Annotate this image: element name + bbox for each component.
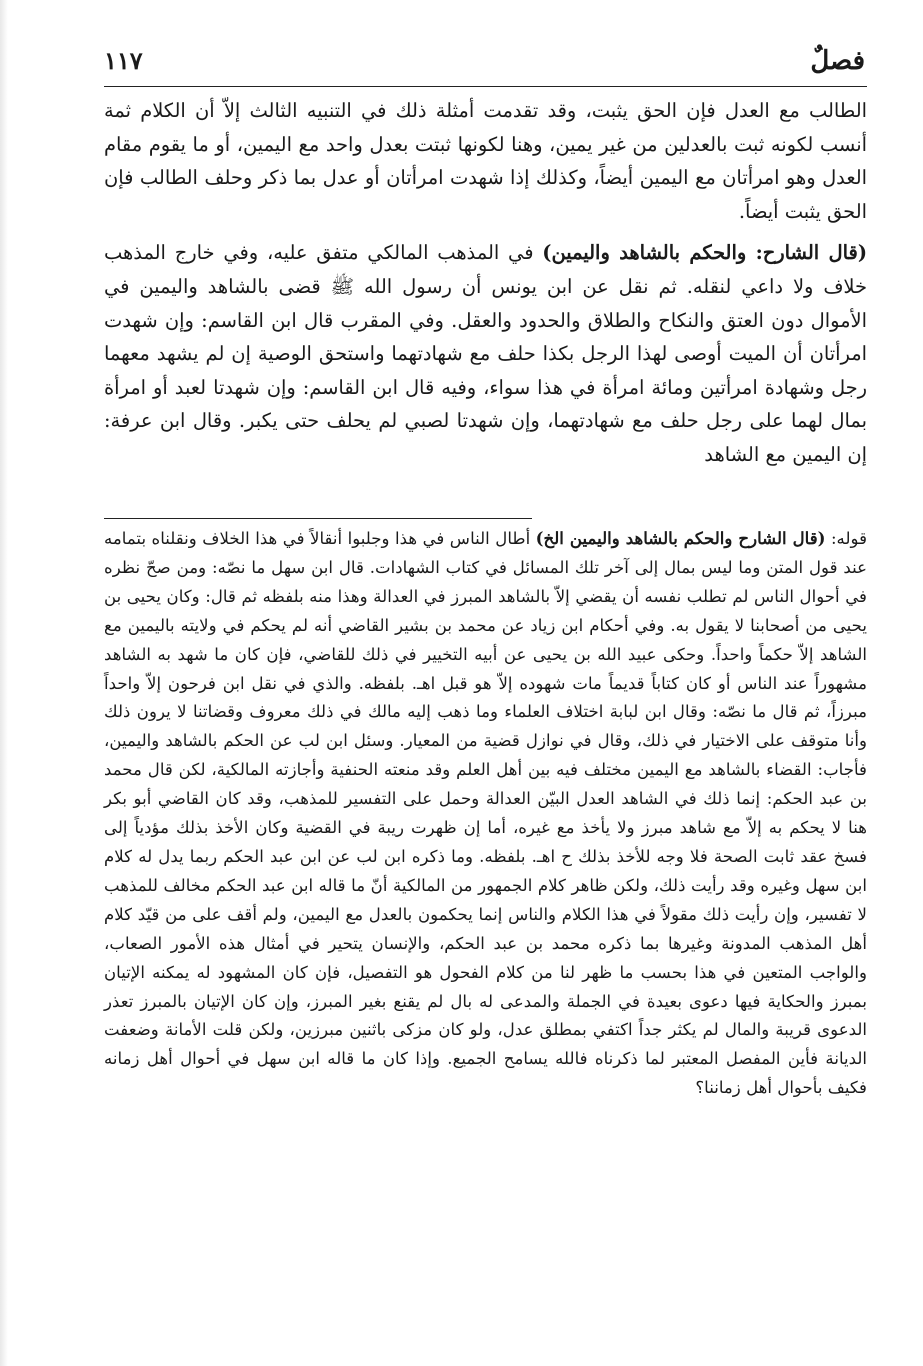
main-paragraph-2-body: في المذهب المالكي متفق عليه، وفي خارج المذهب خلاف ولا داعي لنقله. ثم نقل عن ابن يونس أن رسول الله ﷺ قضى بالشاهد واليمين في الأموال دون العتق والنكاح والطلاق والحدود والعقل. وفي المقرب قال ابن القاسم: وإن شهدت امرأتان أن الميت أوصى لهذا الرجل بكذا حلف مع شهادتهما واستحق الوصية إن لم يشهد معهما رجل وشهادة امرأتين ومائة امرأة في هذا سواء، وفيه قال ابن القاسم: وإن شهدتا لعبد أو امرأة بمال لهما على رجل حلف مع شهادتهما، وإن شهدتا لصبي لم يحلف حتى يكبر. وقال ابن عرفة: إن اليمين مع الشاهد (104, 241, 867, 466)
commentary-lead: (قال الشارح: والحكم بالشاهد واليمين) (542, 241, 867, 265)
footnote-paragraph (104, 524, 867, 1103)
chapter-title: فصلٌ (810, 46, 865, 76)
page-header (104, 40, 867, 87)
footnote-prefix: قوله: (825, 529, 868, 548)
page-number: ١١٧ (104, 46, 143, 75)
main-text (104, 94, 867, 472)
main-paragraph-1: الطالب مع العدل فإن الحق يثبت، وقد تقدمت أمثلة ذلك في التنبيه الثالث إلاّ أن الكلام ثمة أنسب لكونه ثبت بالعدلين من غير يمين، وهنا لكونها ثبتت بعدل واحد مع اليمين، أو ما يقوم مقام العدل وهو امرأتان مع اليمين أيضاً، وكذلك إذا شهدت امرأتان أو عدل بما ذكر وحلف الطالب فإن الحق يثبت أيضاً. (104, 99, 867, 223)
scan-edge-shadow (0, 0, 8, 1366)
main-paragraph-2 (104, 236, 867, 471)
footnote-divider (104, 518, 532, 519)
footnote-lead: (قال الشارح والحكم بالشاهد واليمين الخ) (535, 528, 826, 548)
footnote-text (104, 524, 867, 1103)
footnote-body: أطال الناس في هذا وجلبوا أنقالاً في هذا الخلاف ونقلناه بتمامه عند قول المتن وما ليس بمال إلى آخر تلك المسائل في كتاب الشهادات. قال ابن سهل ما نصّه: ومن صحّ نظره في أحوال الناس لم تطلب نفسه أن يقضي إلاّ بالشاهد المبرز في العدالة وهذا منه بلفظه ثم قال: وكان يحيى بن يحيى من أصحابنا لا يقول به. وفي أحكام ابن زياد عن محمد بن بشير القاضي أنه لم يحكم في ولايته باليمين مع الشاهد إلاّ حكماً واحداً. وحكى عبيد الله بن يحيى عن أبيه التخيير في ذلك للقاضي، فإن كان ما شهد به الشاهد مشهوراً عند الناس أو كان كتاباً قديماً مات شهوده إلاّ هو قبل اهـ. بلفظه. والذي في نقل ابن فرحون إلاّ واحداً مبرزاً، ثم قال ما نصّه: وقال ابن لبابة اختلاف العلماء وما ذهب إليه مالك في ذلك معروف وقضاتنا لا يرون ذلك وأنا متوقف على الاختيار في ذلك، وقال في نوازل قضية من المعيار. وسئل ابن لب عن الحكم بالشاهد واليمين، فأجاب: القضاء بالشاهد مع اليمين مختلف فيه بين أهل العلم وقد منعته الحنفية وأجازته المالكية، لكن قال محمد بن عبد الحكم: إنما ذلك في الشاهد العدل البيّن العدالة وحمل على التفسير للمذهب، وقد كان القاضي أبو بكر هنا لا يحكم به إلاّ مع شاهد مبرز ولا يأخذ مع غيره، أما إن ظهرت ريبة في القضية وكان الأخذ بذلك مؤدياً إلى فسخ عقد ثابت الصحة فلا وجه للأخذ بذلك ح اهـ. بلفظه. وما ذكره ابن لب عن ابن عبد الحكم ربما يدل له كلام ابن سهل وغيره وقد رأيت ذلك، ولكن ظاهر كلام الجمهور من المالكية أنّ ما قاله ابن عبد الحكم مخالف للمذهب لا تفسير، وإن رأيت ذلك مقولاً في هذا الكلام والناس إنما يحكمون بالعدل مع اليمين، ولم أقف على من قيّد كلام أهل المذهب المدونة وغيرها بما ذكره محمد بن عبد الحكم، والإنسان يتحير في أمثال هذه الأمور الصعاب، والواجب المتعين في هذا بحسب ما ظهر لنا من كلام الفحول هو التفصيل، فإن كان المشهود له يمكنه الإتيان بمبرز والحكاية فيها دعوى بعيدة في الجملة والمدعى له بال لم يقنع بغير المبرز، وإن كان الإتيان بالمبرز تعذر الدعوى قريبة والمال لم يكثر جداً اكتفي بمطلق عدل، ولو كان مزكى باثنين مبرزين، ولكن قلت الأمانة وضعفت الديانة فأين المفصل المعتبر لما ذكرناه فالله يسامح الجميع. وإذا كان ما قاله ابن سهل في أحوال أهل زمانه فكيف بأحوال أهل زماننا؟ (104, 529, 867, 1098)
